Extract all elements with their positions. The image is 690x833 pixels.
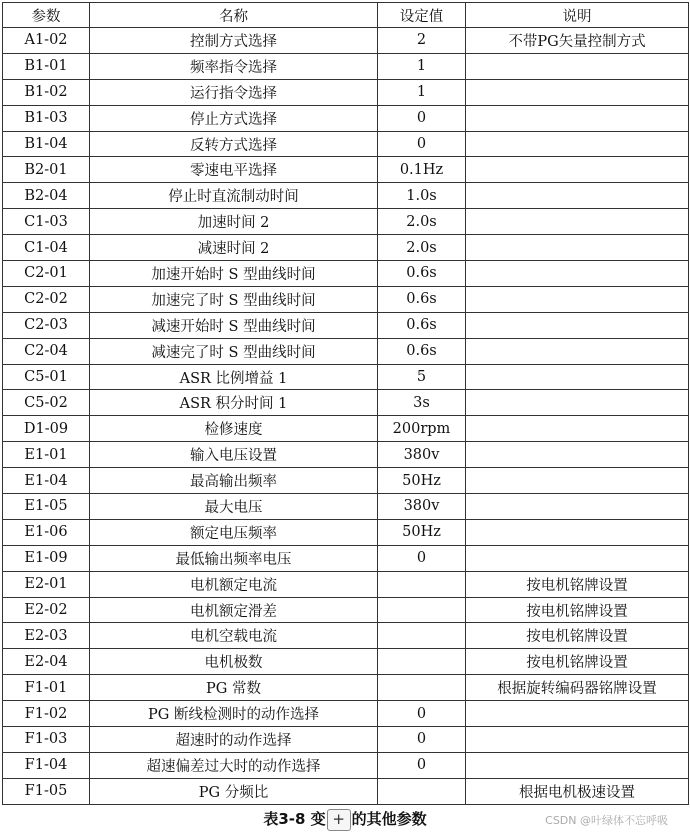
cell-name: 运行指令选择 <box>90 79 378 105</box>
cell-note: 不带PG矢量控制方式 <box>466 28 689 54</box>
cell-name: 超速偏差过大时的动作选择 <box>90 752 378 778</box>
cell-value: 0 <box>378 752 466 778</box>
cell-param: C5-02 <box>3 390 90 416</box>
cell-note <box>466 545 689 571</box>
cell-param: E2-01 <box>3 571 90 597</box>
table-row <box>3 597 689 623</box>
cell-value: 200rpm <box>378 416 466 442</box>
cell-value: 0 <box>378 131 466 157</box>
expand-plus-button[interactable]: + <box>327 809 351 831</box>
cell-value: 0 <box>378 105 466 131</box>
table-row <box>3 727 689 753</box>
cell-param: B1-02 <box>3 79 90 105</box>
cell-param: B1-04 <box>3 131 90 157</box>
cell-param: C2-04 <box>3 338 90 364</box>
cell-note: 按电机铭牌设置 <box>466 649 689 675</box>
cell-value: 0.6s <box>378 338 466 364</box>
cell-name: 电机极数 <box>90 649 378 675</box>
cell-value <box>378 623 466 649</box>
cell-value: 380v <box>378 442 466 468</box>
cell-name: 电机额定滑差 <box>90 597 378 623</box>
cell-note <box>466 209 689 235</box>
cell-param: C2-01 <box>3 261 90 287</box>
watermark: CSDN @叶绿体不忘呼吸 <box>545 814 668 827</box>
table-row <box>3 338 689 364</box>
cell-note <box>466 157 689 183</box>
cell-param: D1-09 <box>3 416 90 442</box>
cell-param: E1-09 <box>3 545 90 571</box>
cell-name: ASR 比例增益 1 <box>90 364 378 390</box>
table-row <box>3 286 689 312</box>
table-row <box>3 53 689 79</box>
cell-param: B2-04 <box>3 183 90 209</box>
cell-note <box>466 752 689 778</box>
table-row <box>3 468 689 494</box>
cell-value: 2.0s <box>378 235 466 261</box>
table-row <box>3 623 689 649</box>
cell-name: 超速时的动作选择 <box>90 727 378 753</box>
cell-value <box>378 675 466 701</box>
cell-name: PG 常数 <box>90 675 378 701</box>
table-row <box>3 235 689 261</box>
cell-name: 减速完了时 S 型曲线时间 <box>90 338 378 364</box>
cell-value: 1 <box>378 79 466 105</box>
cell-name: 控制方式选择 <box>90 28 378 54</box>
cell-param: E2-03 <box>3 623 90 649</box>
cell-note <box>466 519 689 545</box>
cell-param: A1-02 <box>3 28 90 54</box>
cell-name: 额定电压频率 <box>90 519 378 545</box>
table-row <box>3 649 689 675</box>
caption-text-right: 的其他参数 <box>351 810 427 828</box>
cell-value: 1 <box>378 53 466 79</box>
cell-value: 50Hz <box>378 468 466 494</box>
cell-value: 1.0s <box>378 183 466 209</box>
cell-note <box>466 79 689 105</box>
table-row <box>3 209 689 235</box>
cell-note: 按电机铭牌设置 <box>466 571 689 597</box>
cell-value: 5 <box>378 364 466 390</box>
cell-name: 停止方式选择 <box>90 105 378 131</box>
cell-param: B2-01 <box>3 157 90 183</box>
table-row <box>3 675 689 701</box>
cell-note <box>466 286 689 312</box>
table-row <box>3 312 689 338</box>
cell-value: 2.0s <box>378 209 466 235</box>
header-value: 设定值 <box>378 3 466 28</box>
cell-name: ASR 积分时间 1 <box>90 390 378 416</box>
cell-param: B1-03 <box>3 105 90 131</box>
cell-note <box>466 183 689 209</box>
cell-note <box>466 338 689 364</box>
cell-name: PG 断线检测时的动作选择 <box>90 701 378 727</box>
cell-name: 最低输出频率电压 <box>90 545 378 571</box>
cell-param: F1-05 <box>3 778 90 804</box>
table-row <box>3 390 689 416</box>
cell-note <box>466 105 689 131</box>
cell-name: 加速完了时 S 型曲线时间 <box>90 286 378 312</box>
table-row <box>3 545 689 571</box>
cell-param: E1-06 <box>3 519 90 545</box>
cell-note <box>466 261 689 287</box>
cell-param: C2-02 <box>3 286 90 312</box>
cell-name: PG 分频比 <box>90 778 378 804</box>
cell-name: 输入电压设置 <box>90 442 378 468</box>
cell-value: 3s <box>378 390 466 416</box>
cell-param: C5-01 <box>3 364 90 390</box>
cell-value: 0.6s <box>378 261 466 287</box>
cell-note <box>466 312 689 338</box>
cell-param: F1-02 <box>3 701 90 727</box>
cell-value: 0.6s <box>378 312 466 338</box>
cell-note <box>466 416 689 442</box>
cell-note <box>466 390 689 416</box>
cell-note: 根据电机极速设置 <box>466 778 689 804</box>
table-row <box>3 416 689 442</box>
cell-param: F1-03 <box>3 727 90 753</box>
cell-name: 检修速度 <box>90 416 378 442</box>
header-note: 说明 <box>466 3 689 28</box>
table-row <box>3 778 689 804</box>
table-row <box>3 752 689 778</box>
cell-name: 反转方式选择 <box>90 131 378 157</box>
table-row <box>3 701 689 727</box>
table-row <box>3 494 689 520</box>
table-row <box>3 28 689 54</box>
cell-value: 0 <box>378 701 466 727</box>
cell-value: 2 <box>378 28 466 54</box>
cell-note <box>466 727 689 753</box>
cell-value <box>378 597 466 623</box>
cell-note: 按电机铭牌设置 <box>466 597 689 623</box>
cell-note <box>466 701 689 727</box>
cell-value: 0.1Hz <box>378 157 466 183</box>
cell-note: 根据旋转编码器铭牌设置 <box>466 675 689 701</box>
cell-param: E2-04 <box>3 649 90 675</box>
cell-name: 减速时间 2 <box>90 235 378 261</box>
cell-note: 按电机铭牌设置 <box>466 623 689 649</box>
cell-name: 频率指令选择 <box>90 53 378 79</box>
cell-value: 0.6s <box>378 286 466 312</box>
cell-param: E1-01 <box>3 442 90 468</box>
cell-param: E2-02 <box>3 597 90 623</box>
cell-note <box>466 494 689 520</box>
header-name: 名称 <box>90 3 378 28</box>
parameter-table <box>2 2 689 805</box>
cell-value: 0 <box>378 727 466 753</box>
cell-value <box>378 778 466 804</box>
table-row <box>3 79 689 105</box>
cell-name: 停止时直流制动时间 <box>90 183 378 209</box>
caption-text-left: 表3-8 变 <box>263 810 326 828</box>
header-param: 参数 <box>3 3 90 28</box>
table-row <box>3 183 689 209</box>
cell-name: 电机空载电流 <box>90 623 378 649</box>
cell-param: E1-04 <box>3 468 90 494</box>
table-header-row <box>3 3 689 28</box>
cell-name: 电机额定电流 <box>90 571 378 597</box>
table-row <box>3 105 689 131</box>
cell-param: E1-05 <box>3 494 90 520</box>
cell-name: 最高输出频率 <box>90 468 378 494</box>
table-row <box>3 442 689 468</box>
cell-param: C1-04 <box>3 235 90 261</box>
table-row <box>3 571 689 597</box>
cell-note <box>466 442 689 468</box>
table-row <box>3 364 689 390</box>
cell-param: C2-03 <box>3 312 90 338</box>
cell-name: 减速开始时 S 型曲线时间 <box>90 312 378 338</box>
cell-name: 零速电平选择 <box>90 157 378 183</box>
cell-note <box>466 235 689 261</box>
cell-value: 50Hz <box>378 519 466 545</box>
cell-name: 加速开始时 S 型曲线时间 <box>90 261 378 287</box>
cell-value <box>378 649 466 675</box>
cell-note <box>466 131 689 157</box>
cell-param: B1-01 <box>3 53 90 79</box>
table-row <box>3 519 689 545</box>
cell-param: C1-03 <box>3 209 90 235</box>
cell-value: 0 <box>378 545 466 571</box>
cell-note <box>466 53 689 79</box>
cell-value: 380v <box>378 494 466 520</box>
cell-note <box>466 364 689 390</box>
cell-note <box>466 468 689 494</box>
cell-name: 加速时间 2 <box>90 209 378 235</box>
cell-name: 最大电压 <box>90 494 378 520</box>
table-row <box>3 131 689 157</box>
table-row <box>3 261 689 287</box>
table-body <box>3 28 689 805</box>
table-row <box>3 157 689 183</box>
cell-param: F1-01 <box>3 675 90 701</box>
cell-value <box>378 571 466 597</box>
cell-param: F1-04 <box>3 752 90 778</box>
